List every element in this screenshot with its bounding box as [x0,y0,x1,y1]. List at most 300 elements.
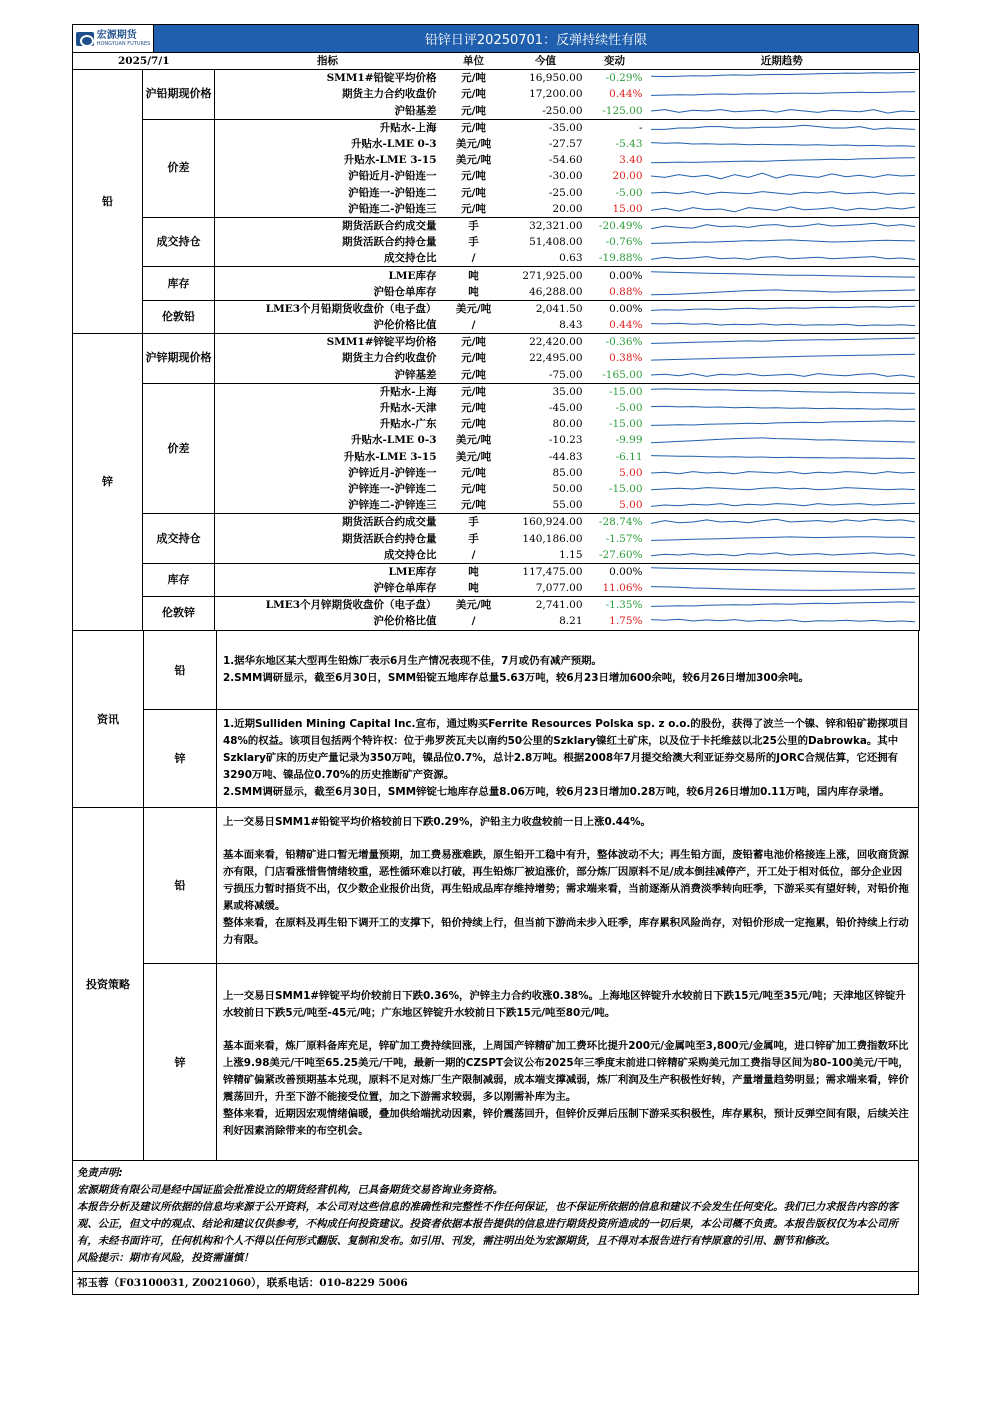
indicator-name: 成交持仓比 [215,250,441,267]
group-label: 价差 [143,383,215,514]
metal-label: 锌 [73,334,143,630]
table-row [73,383,920,400]
sparkline-series [651,602,916,607]
indicator-value: 55.00 [507,497,585,514]
group-label: 成交持仓 [143,217,215,267]
sparkline-series [651,389,916,394]
indicator-name: 升贴水-LME 0-3 [351,138,437,151]
indicator-value: 7,077.00 [507,580,585,597]
sparkline [651,565,916,579]
indicator-change: -28.74% [598,516,643,529]
sparkline-series [651,568,916,573]
sparkline [651,498,916,512]
disclaimer-line: 宏源期货有限公司是经中国证监会批准设立的期货经营机构，已具备期货交易咨询业务资格。 [77,1183,504,1196]
sparkline-series [651,323,916,325]
sparkline [651,548,916,562]
indicator-name: 沪伦价格比值 [215,317,441,334]
sparkline [651,351,916,365]
analyst-contact: 祁玉蓉（F03100031, Z0021060），联系电话：010-8229 5006 [72,1272,919,1295]
sparkline [651,433,916,447]
metal-label: 铅 [73,70,143,334]
sparkline-series [651,174,916,180]
indicator-name: 沪铅连二-沪铅连三 [215,201,441,218]
sparkline-series [651,520,916,524]
group-label: 伦敦锌 [143,597,215,630]
trend-cell [645,70,920,87]
indicator-change: 5.00 [619,466,643,479]
strategy-lead-item: 基本面来看，铅精矿进口暂无增量预期，加工费易涨难跌，原生铅开工稳中有升，整体波动不大；再生铅方面，废铅蓄电池价格接连上涨，回收商货源亦有限，门店看涨惜售情绪较重，恶性循环难以打破，再生铅炼厂被迫涨价，部分炼厂因原料不足/成本倒挂减停产，开工处于相对低位，部分企业因亏损压力暂时捂货不出，仅少数企业报价出货，再生铅成品库存维持增势；需求端来看，当前逐渐从消费淡季转向旺季，下游采买有望好转，对铅价拖累或将减缓。 [223,848,909,912]
sparkline [651,581,916,595]
sparkline-series [651,223,916,229]
indicator-unit: 元/吨 [441,201,507,218]
indicator-value: -44.83 [548,450,583,463]
strategy-zinc-content [217,964,918,1160]
indicator-change: -5.43 [615,138,643,151]
sparkline [651,202,916,216]
indicator-unit: 吨 [468,269,479,282]
indicator-name: 升贴水-广东 [379,418,437,431]
trend-cell [645,597,920,614]
sparkline-series [651,240,916,244]
trend-cell [645,300,920,317]
indicator-name: 沪锌连一-沪锌连二 [348,482,437,495]
indicator-name: 沪锌基差 [215,367,441,384]
indicator-change: 5.00 [585,497,645,514]
indicator-name: 期货活跃合约成交量 [342,516,437,529]
indicator-change: -27.60% [585,547,645,564]
sparkline-series [651,355,916,361]
indicator-change: 0.00% [609,302,643,315]
indicator-change: 0.00% [609,565,643,578]
sparkline-series [651,109,916,113]
sparkline-series [651,290,916,295]
sparkline-series [651,438,916,443]
indicator-unit: 美元/吨 [455,450,492,463]
logo-subtext: HONGYUAN FUTURES [96,40,151,47]
indicator-unit: 美元/吨 [455,434,492,447]
indicator-unit: 吨 [441,580,507,597]
trend-cell [645,86,920,102]
indicator-unit: / [441,613,507,630]
sparkline-series [651,471,916,473]
trend-cell [645,481,920,497]
trend-cell [645,217,920,234]
sparkline-series [651,536,916,540]
indicator-change: -5.00 [615,186,643,199]
indicator-value: 32,321.00 [529,219,583,232]
group-label: 伦敦铅 [143,300,215,333]
indicator-name: 升贴水-LME 3-15 [343,154,437,167]
trend-cell [645,563,920,580]
indicator-change: 3.40 [619,154,643,167]
col-indicator: 指标 [215,53,441,70]
indicator-value: 22,495.00 [529,352,583,365]
strategy-zinc-item: 整体来看，近期因宏观情绪偏暖，叠加供给端扰动因素，锌价震荡回升，但锌价反弹后压制下游采买积极性，库存累积，预计反弹空间有限，后续关注利好因素消除带来的布空机会。 [223,1107,909,1137]
sparkline [651,515,916,529]
col-trend: 近期趋势 [645,53,920,70]
indicator-name: 沪锌连二-沪锌连三 [215,497,441,514]
strategy-section [72,808,919,1161]
sparkline [651,598,916,612]
indicator-name: 期货活跃合约持仓量 [342,532,437,545]
sparkline-series [651,373,916,377]
sparkline-series [651,338,916,343]
trend-cell [645,152,920,168]
indicator-name: 升贴水-上海 [379,385,437,398]
sparkline-series [651,306,916,310]
indicator-change: 0.44% [609,88,643,101]
indicator-name: LME3个月铅期货收盘价（电子盘） [265,302,437,315]
strategy-zinc-label: 锌 [144,964,217,1160]
col-today: 今值 [507,53,585,70]
logo-icon [76,32,94,46]
strategy-lead-item: 上一交易日SMM1#铅锭平均价格较前日下跌0.29%，沪铅主力收盘较前一日上涨0.44%。 [223,815,651,828]
indicator-name: SMM1#锌锭平均价格 [326,336,437,349]
table-row [73,70,920,87]
indicator-unit: 元/吨 [461,482,486,495]
trend-cell [645,465,920,481]
indicator-unit: 手 [468,532,479,545]
group-label: 价差 [143,119,215,217]
indicator-value: 17,200.00 [529,88,583,101]
indicator-change: -0.29% [605,72,643,85]
strategy-lead-item: 整体来看，在原料及再生铅下调开工的支撑下，铅价持续上行，但当前下游尚未步入旺季，库存累积风险尚存，对铅价形成一定拖累，铅价持续上行动力有限。 [223,916,909,946]
trend-cell [645,613,920,630]
indicator-unit: 元/吨 [461,385,486,398]
sparkline-series [651,488,916,490]
sparkline-series [651,406,916,409]
indicator-value: -10.23 [548,434,583,447]
indicator-unit: 美元/吨 [455,138,492,151]
indicator-name: LME库存 [388,269,437,282]
sparkline-series [651,587,916,591]
sparkline [651,251,916,265]
indicator-unit: 元/吨 [461,418,486,431]
indicator-change: -9.99 [615,434,643,447]
sparkline [651,137,916,151]
news-lead-row [144,631,918,710]
indicator-unit: 手 [468,236,479,249]
indicator-name: 沪铅仓单库存 [215,284,441,301]
indicator-name: LME库存 [388,565,437,578]
indicator-change: -1.57% [605,532,643,545]
indicator-value: 2,741.00 [535,599,583,612]
sparkline [651,401,916,415]
disclaimer-line: 本报告分析及建议所依据的信息均来源于公开资料，本公司对这些信息的准确性和完整性不作任何保证，也不保证所依据的信息和建议不会发生任何变化。我们已力求报告内容的客观、公正，但文中的观点、结论和建议仅供参考，不构成任何投资建议。投资者依据本报告提供的信息进行期货投资所造成的一切后果，本公司概不负责。本报告版权仅为本公司所有，未经书面许可，任何机构和个人不得以任何形式翻版、复制和发布。如引用、刊发，需注明出处为宏源期货，且不得对本报告进行有悖原意的引用、删节和修改。 [77,1200,898,1247]
indicator-change: 11.06% [585,580,645,597]
indicator-unit: 手 [468,516,479,529]
trend-cell [645,432,920,448]
news-zinc-row [144,710,918,807]
indicator-value: 22,420.00 [529,336,583,349]
sparkline-series [651,125,916,129]
indicator-value: 271,925.00 [522,269,583,282]
indicator-change: 0.38% [609,352,643,365]
indicator-value: -250.00 [507,103,585,120]
indicator-value: 160,924.00 [522,516,583,529]
sparkline-series [651,271,916,276]
indicator-unit: 吨 [441,284,507,301]
indicator-value: 8.21 [507,613,585,630]
table-row [73,267,920,284]
sparkline [651,368,916,382]
indicator-change: -19.88% [585,250,645,267]
sparkline [651,121,916,135]
news-label: 资讯 [73,631,144,807]
news-zinc-content [217,710,918,807]
col-unit: 单位 [441,53,507,70]
sparkline-series [651,158,916,163]
disclaimer-title: 免责声明: [77,1166,123,1179]
trend-cell [645,416,920,432]
sparkline [651,417,916,431]
indicator-name: SMM1#铅锭平均价格 [326,72,437,85]
indicator-name: 升贴水-天津 [379,402,437,415]
sparkline [651,269,916,283]
trend-cell [645,367,920,384]
trend-cell [645,103,920,120]
group-label: 沪铅期现价格 [143,70,215,120]
indicator-change: - [638,121,643,134]
indicator-change: 0.00% [609,269,643,282]
table-row [73,334,920,351]
trend-cell [645,350,920,366]
indicator-unit: 美元/吨 [455,599,492,612]
sparkline [651,614,916,628]
indicator-value: 2,041.50 [535,302,583,315]
table-row [73,514,920,531]
indicator-unit: 手 [468,219,479,232]
indicator-unit: 美元/吨 [455,154,492,167]
trend-cell [645,136,920,152]
report-page [72,24,919,1295]
data-table [72,53,920,631]
indicator-change: -6.11 [615,450,643,463]
news-zinc-label: 锌 [144,710,217,807]
indicator-change: 15.00 [585,201,645,218]
indicator-name: 沪铅基差 [215,103,441,120]
trend-cell [645,250,920,267]
sparkline [651,450,916,464]
indicator-value: 0.63 [507,250,585,267]
sparkline [651,482,916,496]
trend-cell [645,449,920,465]
trend-cell [645,168,920,184]
trend-cell [645,400,920,416]
news-zinc-item: 1.近期Sulliden Mining Capital Inc.宣布，通过购买Ferrite Resources Polska sp. z o.o.的股份，获得了波兰一个镍、锌和铅矿勘探项目48%的权益。该项目包括两个特许权：位于弗罗茨瓦夫以南约50公里的Szklary镍红土矿床，以及位于卡托维兹以北25公里的Dabrowka。其中Szklary矿床的历史产量记录为350万吨，镍品位0.7%，总计2.8万吨。根据2008年7月提交给澳大利亚证券交易所的JORC合规估算，它还拥有3290万吨、镍品位0.70%的历史推断矿产资源。 [223,717,909,781]
sparkline-series [651,92,916,96]
indicator-name: 期货主力合约收盘价 [342,88,437,101]
indicator-value: 16,950.00 [529,72,583,85]
trend-cell [645,317,920,334]
sparkline [651,285,916,299]
indicator-name: 沪铅近月-沪铅连一 [348,170,437,183]
indicator-value: 46,288.00 [507,284,585,301]
trend-cell [645,514,920,531]
indicator-name: 沪铅连一-沪铅连二 [348,186,437,199]
indicator-unit: 元/吨 [461,88,486,101]
group-label: 库存 [143,267,215,300]
indicator-name: LME3个月锌期货收盘价（电子盘） [265,599,437,612]
indicator-change: 0.44% [585,317,645,334]
trend-cell [645,580,920,597]
indicator-value: 117,475.00 [522,565,583,578]
report-date: 2025/7/1 [73,53,215,70]
trend-cell [645,201,920,218]
strategy-gap [223,1022,912,1038]
indicator-value: 1.15 [507,547,585,564]
indicator-unit: 元/吨 [441,497,507,514]
news-lead-label: 铅 [144,631,217,709]
indicator-change: -20.49% [598,219,643,232]
table-row [73,119,920,136]
sparkline [651,532,916,546]
trend-cell [645,547,920,564]
indicator-value: -27.57 [548,138,583,151]
news-section [72,631,919,808]
report-header [72,24,919,53]
indicator-value: 140,186.00 [522,532,583,545]
trend-cell [645,185,920,201]
table-row [73,597,920,614]
sparkline [651,153,916,167]
indicator-value: -35.00 [548,121,583,134]
sparkline-series [651,207,916,212]
indicator-change: 0.88% [585,284,645,301]
sparkline-series [651,503,916,506]
sparkline-series [651,257,916,260]
strategy-label: 投资策略 [73,808,144,1160]
group-label: 沪锌期现价格 [143,334,215,384]
indicator-name: 沪锌近月-沪锌连一 [348,466,437,479]
indicator-name: 期货活跃合约成交量 [342,219,437,232]
indicator-name: 升贴水-上海 [379,121,437,134]
indicator-value: -30.00 [548,170,583,183]
trend-cell [645,334,920,351]
news-lead-item: 2.SMM调研显示，截至6月30日，SMM铅锭五地库存总量5.63万吨，较6月23日增加600余吨，较6月26日增加300余吨。 [223,671,810,684]
sparkline-series [651,553,916,556]
sparkline [651,335,916,349]
indicator-change: -15.00 [608,418,643,431]
indicator-change: -5.00 [615,402,643,415]
indicator-unit: 元/吨 [461,336,486,349]
strategy-zinc-row [144,964,918,1160]
indicator-unit: 元/吨 [441,103,507,120]
indicator-unit: 元/吨 [461,402,486,415]
indicator-value: 85.00 [552,466,583,479]
company-logo [73,25,154,52]
indicator-unit: 元/吨 [461,466,486,479]
sparkline [651,235,916,249]
column-header-row [73,53,920,70]
group-label: 成交持仓 [143,514,215,564]
strategy-lead-content [217,808,918,963]
report-title: 铅锌日评20250701：反弹持续性有限 [154,25,918,52]
indicator-name: 升贴水-LME 3-15 [343,450,437,463]
indicator-value: -25.00 [548,186,583,199]
trend-cell [645,383,920,400]
indicator-value: 80.00 [552,418,583,431]
indicator-change: -0.76% [605,236,643,249]
sparkline [651,385,916,399]
sparkline [651,169,916,183]
trend-cell [645,284,920,301]
indicator-name: 沪伦价格比值 [215,613,441,630]
sparkline-series [651,455,916,458]
news-zinc-item: 2.SMM调研显示，截至6月30日，SMM锌锭七地库存总量8.06万吨，较6月23日增加0.28万吨，较6月26日增加0.11万吨，国内库存录增。 [223,785,890,798]
indicator-value: 50.00 [552,482,583,495]
indicator-unit: 元/吨 [461,186,486,199]
trend-cell [645,530,920,546]
sparkline-series [651,143,916,147]
indicator-unit: 元/吨 [441,367,507,384]
sparkline-series [651,620,916,623]
strategy-zinc-item: 上一交易日SMM1#锌锭平均价较前日下跌0.36%，沪锌主力合约收涨0.38%。上海地区锌锭升水较前日下跌15元/吨至35元/吨；天津地区锌锭升水较前日下跌5元/吨至-45元/吨；广东地区锌锭升水较前日下跌15元/吨至80元/吨。 [223,989,906,1019]
sparkline [651,104,916,118]
trend-cell [645,234,920,250]
indicator-name: 升贴水-LME 0-3 [351,434,437,447]
indicator-unit: / [441,547,507,564]
indicator-value: -45.00 [548,402,583,415]
sparkline [651,318,916,332]
disclaimer-risk: 风险提示：期市有风险，投资需谨慎！ [77,1251,254,1264]
col-change: 变动 [585,53,645,70]
indicator-change: 1.75% [585,613,645,630]
trend-cell [645,119,920,136]
sparkline [651,87,916,101]
indicator-unit: / [441,317,507,334]
indicator-value: 35.00 [552,385,583,398]
indicator-value: 20.00 [507,201,585,218]
sparkline-series [651,421,916,426]
table-row [73,563,920,580]
indicator-change: -165.00 [585,367,645,384]
indicator-unit: 元/吨 [461,352,486,365]
sparkline [651,71,916,85]
trend-cell [645,497,920,514]
strategy-lead-label: 铅 [144,808,217,963]
indicator-value: -54.60 [548,154,583,167]
trend-cell [645,267,920,284]
sparkline [651,219,916,233]
news-lead-content [217,631,918,709]
indicator-change: -125.00 [585,103,645,120]
indicator-value: -75.00 [507,367,585,384]
indicator-change: -1.35% [605,599,643,612]
indicator-unit: / [441,250,507,267]
indicator-name: 期货活跃合约持仓量 [342,236,437,249]
sparkline-series [651,191,916,194]
table-row [73,217,920,234]
strategy-zinc-item: 基本面来看，炼厂原料备库充足，锌矿加工费持续回涨，上周国产锌精矿加工费环比提升200元/金属吨至3,800元/金属吨，进口锌矿加工费指数环比上涨9.98美元/干吨至65.25美元/干吨，最新一期的CZSPT会议公布2025年三季度末前进口锌精矿采购美元加工费指导区间为80-100美元/干吨，锌精矿偏紧改善预期基本兑现，原料不足对炼厂生产限制减弱，成本端支撑减弱，炼厂利润及生产积极性好转，产量增量趋势明显；需求端来看，锌价震荡回升，升至下游不能接受位置，加之下游需求较弱，多以刚需补库为主。 [223,1039,909,1103]
sparkline [651,186,916,200]
indicator-name: 成交持仓比 [215,547,441,564]
indicator-change: -15.00 [608,385,643,398]
disclaimer [72,1161,919,1272]
indicator-value: 8.43 [507,317,585,334]
news-lead-item: 1.据华东地区某大型再生铅炼厂表示6月生产情况表现不佳，7月或仍有减产预期。 [223,654,602,667]
indicator-unit: 元/吨 [461,170,486,183]
group-label: 库存 [143,563,215,596]
sparkline-series [651,73,916,77]
indicator-unit: 吨 [468,565,479,578]
indicator-unit: 美元/吨 [455,302,492,315]
logo-text: 宏源期货 [96,29,137,41]
table-row [73,300,920,317]
indicator-value: 51,408.00 [529,236,583,249]
sparkline [651,466,916,480]
indicator-unit: 元/吨 [461,72,486,85]
